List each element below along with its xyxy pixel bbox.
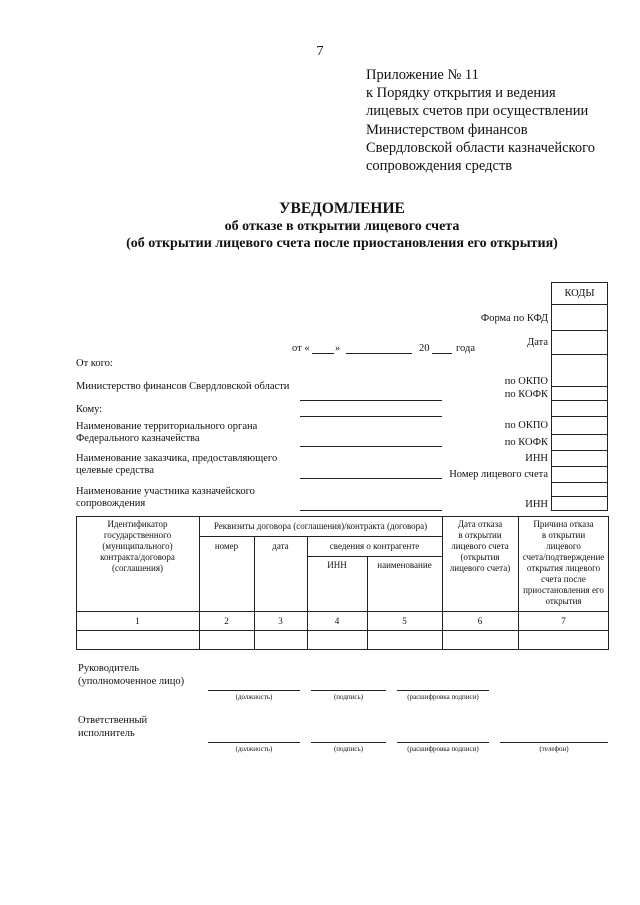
- resp-position-caption: (должность): [235, 745, 273, 753]
- col2-header: номер: [214, 541, 239, 551]
- codes-header: КОДЫ: [564, 288, 595, 299]
- territorial-label: Наименование территориального органа: [76, 421, 258, 432]
- year-prefix: 20: [419, 343, 430, 354]
- appendix-note: [366, 66, 595, 175]
- col5-header: наименование: [377, 560, 432, 570]
- appendix-line: Свердловской области казначейского: [366, 139, 595, 156]
- territorial-label-2: Федерального казначейства: [76, 433, 200, 444]
- resp-decoding-caption: (расшифровка подписи): [407, 745, 479, 753]
- customer-label: Наименование заказчика, предоставляющего: [76, 453, 278, 464]
- inn-label-2: ИНН: [525, 499, 548, 510]
- col4-header: ИНН: [327, 560, 347, 570]
- customer-label-2: целевые средства: [76, 465, 154, 476]
- date-prefix: от «: [292, 343, 310, 354]
- col-number: 3: [278, 616, 283, 626]
- account-number-label: Номер лицевого счета: [449, 469, 548, 480]
- col-number: 6: [477, 616, 483, 626]
- participant-label-2: сопровождения: [76, 498, 146, 509]
- form-kfd-label: Форма по КФД: [480, 313, 548, 324]
- col-number: 1: [135, 616, 140, 626]
- col-number: 7: [561, 616, 566, 626]
- page-number: 7: [316, 44, 324, 59]
- appendix-line: Министерством финансов: [366, 121, 528, 138]
- document-subtitle-2: (об открытии лицевого счета после приостановления его открытия): [126, 236, 558, 251]
- resp-signature-caption: (подпись): [333, 745, 364, 753]
- document-title: УВЕДОМЛЕНИЕ: [279, 200, 405, 217]
- appendix-line: сопровождения средств: [366, 158, 513, 175]
- col-number: 2: [224, 616, 229, 626]
- participant-label: Наименование участника казначейского: [76, 486, 255, 497]
- col-number: 5: [402, 616, 407, 626]
- codes-box: [551, 282, 608, 511]
- head-label-2: (уполномоченное лицо): [78, 676, 185, 687]
- col1-header: Идентификатор государственного (муниципального) контракта/договора (соглашения): [100, 519, 175, 573]
- year-suffix: года: [456, 343, 475, 354]
- head-signature-caption: (подпись): [333, 693, 364, 701]
- from-label: От кого:: [76, 358, 113, 369]
- resp-phone-caption: (телефон): [539, 745, 569, 753]
- responsible-label-2: исполнитель: [78, 728, 135, 739]
- appendix-line: к Порядку открытия и ведения: [366, 85, 556, 102]
- contract-group-header: Реквизиты договора (соглашения)/контракта (договора): [213, 521, 428, 531]
- okpo-label-2: по ОКПО: [504, 420, 548, 431]
- col-number: 4: [334, 616, 340, 626]
- col3-header: дата: [272, 541, 289, 551]
- col7-header: Причина отказа в открытии лицевого счета/подтверждение открытия лицевого счета после приостановления его открытия: [522, 519, 605, 606]
- date-label: Дата: [527, 337, 548, 348]
- head-label: Руководитель: [78, 663, 139, 674]
- kofk-label-2: по КОФК: [504, 437, 548, 448]
- kofk-label-1: по КОФК: [504, 389, 548, 400]
- counterparty-header: сведения о контрагенте: [329, 541, 420, 551]
- inn-label-1: ИНН: [525, 453, 548, 464]
- document-subtitle: об отказе в открытии лицевого счета: [224, 219, 460, 234]
- head-position-caption: (должность): [235, 693, 273, 701]
- appendix-line: Приложение № 11: [366, 67, 479, 83]
- responsible-label: Ответственный: [78, 715, 148, 726]
- to-label: Кому:: [76, 404, 103, 415]
- appendix-line: лицевых счетов при осуществлении: [366, 103, 589, 120]
- from-value: Министерство финансов Свердловской области: [76, 381, 290, 392]
- head-decoding-caption: (расшифровка подписи): [407, 693, 479, 701]
- col6-header: Дата отказа в открытии лицевого счета (открытия лицевого счета): [449, 519, 511, 573]
- okpo-label-1: по ОКПО: [504, 376, 548, 387]
- date-mid: »: [335, 343, 341, 354]
